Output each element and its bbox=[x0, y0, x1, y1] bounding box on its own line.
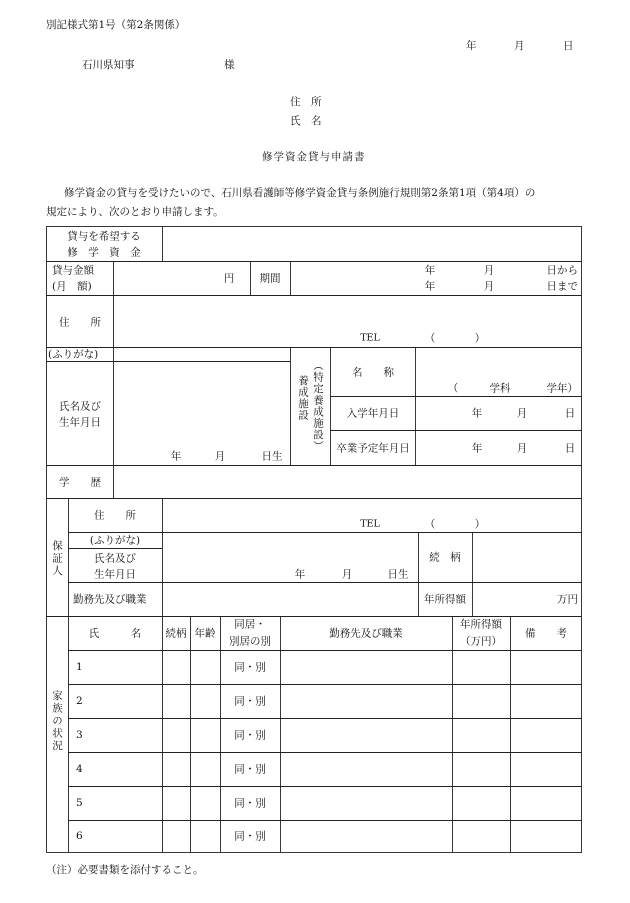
grad-year: 年 bbox=[471, 442, 483, 455]
guarantor-birth-month: 月 bbox=[341, 568, 353, 581]
guarantor-tel-label: TEL bbox=[360, 518, 380, 530]
guarantor-work-field[interactable] bbox=[163, 583, 418, 616]
family-row-cohab[interactable]: 同・別 bbox=[234, 729, 266, 742]
document-title: 修学資金貸与申請書 bbox=[262, 151, 366, 163]
guarantor-work-label: 勤務先及び職業 bbox=[73, 593, 147, 606]
family-relation-header: 続柄 bbox=[165, 627, 187, 640]
enroll-year: 年 bbox=[471, 407, 483, 420]
family-row-number: 5 bbox=[76, 797, 83, 809]
grad-day: 日 bbox=[564, 442, 576, 455]
family-name-header: 氏 名 bbox=[88, 627, 142, 640]
family-row[interactable] bbox=[69, 719, 581, 752]
family-income-header-line1: 年所得額 bbox=[460, 618, 502, 631]
family-note-header: 備 考 bbox=[525, 627, 567, 640]
period-field[interactable] bbox=[291, 262, 581, 295]
name-birth-label-line2: 生年月日 bbox=[59, 416, 101, 429]
amount-label-line2: (月 額) bbox=[52, 280, 92, 293]
desired-fund-label-line1: 貸与を希望する bbox=[67, 230, 141, 243]
family-row[interactable] bbox=[69, 787, 581, 820]
period-start-month: 月 bbox=[483, 264, 495, 277]
family-row-cohab[interactable]: 同・別 bbox=[234, 763, 266, 776]
family-row-cohab[interactable]: 同・別 bbox=[234, 797, 266, 810]
date-month-label: 月 bbox=[514, 40, 525, 52]
guarantor-income-unit: 万円 bbox=[557, 593, 578, 606]
period-start-day: 日から bbox=[546, 264, 578, 277]
guarantor-section-label: 保証人 bbox=[51, 540, 64, 578]
footnote: （注）必要書類を添付すること。 bbox=[46, 864, 204, 876]
applicant-address-label: 住 所 bbox=[290, 96, 322, 108]
period-label: 期間 bbox=[259, 272, 281, 285]
address-label: 住 所 bbox=[59, 316, 101, 329]
facility-sub-label: （特定養成施設） bbox=[312, 360, 325, 452]
enroll-date-label: 入学年月日 bbox=[346, 407, 400, 420]
family-row-number: 3 bbox=[76, 729, 83, 741]
enroll-date-field[interactable] bbox=[416, 397, 581, 430]
facility-dept-open-paren: （ bbox=[447, 382, 459, 395]
guarantor-relation-field[interactable] bbox=[473, 533, 581, 582]
guarantor-furigana-label: (ふりがな) bbox=[89, 534, 141, 547]
family-row[interactable] bbox=[69, 821, 581, 852]
family-row-number: 6 bbox=[76, 830, 83, 842]
family-row[interactable] bbox=[69, 651, 581, 684]
yen-unit: 円 bbox=[223, 272, 235, 285]
tel-label: TEL bbox=[360, 332, 380, 344]
enroll-month: 月 bbox=[516, 407, 528, 420]
facility-year-unit: 学年） bbox=[546, 382, 578, 395]
family-row-number: 2 bbox=[76, 695, 83, 707]
family-cohab-header-line2: 別居の別 bbox=[229, 635, 271, 648]
name-field[interactable] bbox=[114, 348, 290, 465]
guarantor-name-field[interactable] bbox=[163, 533, 418, 582]
family-income-header-line2: （万円） bbox=[460, 635, 502, 648]
name-birth-label-line1: 氏名及び bbox=[59, 400, 101, 413]
desired-fund-label-line2: 修 学 資 金 bbox=[67, 246, 141, 259]
guarantor-relation-label: 続 柄 bbox=[429, 551, 461, 564]
form-number: 別記様式第1号（第2条関係） bbox=[46, 19, 186, 31]
family-row-cohab[interactable]: 同・別 bbox=[234, 695, 266, 708]
period-end-day: 日まで bbox=[546, 280, 578, 293]
graduation-date-field[interactable] bbox=[416, 431, 581, 465]
facility-dept-unit: 学科 bbox=[489, 382, 511, 395]
intro-line-1: 修学資金の貸与を受けたいので、石川県看護師等修学資金貸与条例施行規則第2条第1項（第4項）の bbox=[64, 187, 536, 199]
education-label: 学 歴 bbox=[59, 476, 101, 489]
family-row[interactable] bbox=[69, 753, 581, 786]
amount-label-line1: 貸与金額 bbox=[52, 264, 94, 277]
applicant-name-label: 氏 名 bbox=[290, 115, 322, 127]
guarantor-birth-day: 日生 bbox=[387, 568, 409, 581]
birth-year: 年 bbox=[170, 450, 182, 463]
period-end-month: 月 bbox=[483, 280, 495, 293]
furigana-label: (ふりがな) bbox=[48, 348, 99, 361]
guarantor-tel-open-paren: （ bbox=[424, 518, 436, 531]
address-field[interactable] bbox=[114, 296, 581, 347]
facility-name-label: 名 称 bbox=[352, 366, 394, 379]
family-cohab-header-line1: 同居・ bbox=[234, 618, 266, 631]
guarantor-tel-close-paren: ） bbox=[474, 518, 486, 531]
guarantor-income-label: 年所得額 bbox=[424, 593, 466, 606]
date-year-label: 年 bbox=[466, 40, 477, 52]
family-row-cohab[interactable]: 同・別 bbox=[234, 830, 266, 843]
graduation-date-label: 卒業予定年月日 bbox=[336, 442, 410, 455]
intro-line-2: 規定により、次のとおり申請します。 bbox=[46, 206, 224, 218]
addressee: 石川県知事 bbox=[82, 59, 135, 71]
tel-close-paren: ） bbox=[474, 332, 486, 345]
family-work-header: 勤務先及び職業 bbox=[329, 627, 403, 640]
date-day-label: 日 bbox=[563, 40, 574, 52]
family-section-label: 家族の状況 bbox=[51, 690, 64, 753]
guarantor-name-label-line2: 生年月日 bbox=[94, 568, 136, 581]
guarantor-birth-year: 年 bbox=[294, 568, 306, 581]
education-field[interactable] bbox=[114, 466, 581, 498]
period-end-year: 年 bbox=[424, 280, 436, 293]
facility-main-label: 養成施設 bbox=[297, 375, 310, 421]
family-row-number: 1 bbox=[76, 661, 83, 673]
period-start-year: 年 bbox=[424, 264, 436, 277]
addressee-honorific: 様 bbox=[224, 59, 235, 71]
desired-fund-field[interactable] bbox=[163, 227, 581, 261]
birth-day: 日生 bbox=[261, 450, 283, 463]
birth-month: 月 bbox=[214, 450, 226, 463]
enroll-day: 日 bbox=[564, 407, 576, 420]
guarantor-name-label-line1: 氏名及び bbox=[94, 552, 136, 565]
family-row-number: 4 bbox=[76, 763, 83, 775]
tel-open-paren: （ bbox=[424, 332, 436, 345]
family-age-header: 年齢 bbox=[194, 627, 216, 640]
family-row[interactable] bbox=[69, 685, 581, 718]
family-row-cohab[interactable]: 同・別 bbox=[234, 661, 266, 674]
grad-month: 月 bbox=[516, 442, 528, 455]
guarantor-address-label: 住 所 bbox=[94, 509, 136, 522]
